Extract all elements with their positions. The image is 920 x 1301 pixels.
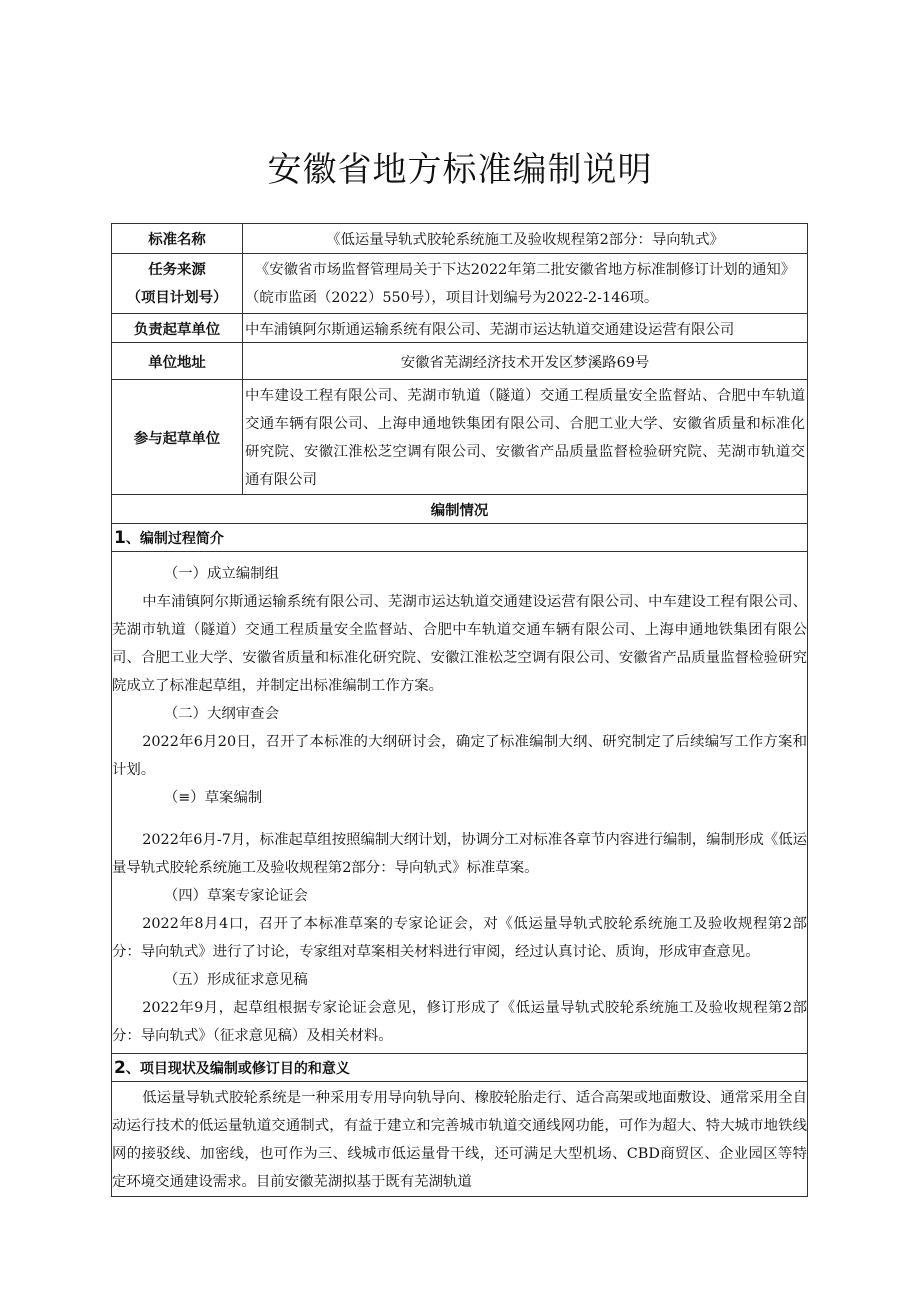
label-line: 任务来源 xyxy=(148,261,206,278)
s1-heading: （四）草案专家论证会 xyxy=(163,888,308,904)
label-participants: 参与起草单位 xyxy=(112,380,243,495)
s1-paragraph: 中车浦镇阿尔斯通运输系统有限公司、芜湖市运达轨道交通建设运营有限公司、中车建设工程有限公司、芜湖市轨道（隧道）交通工程质量安全监督站、合肥中车轨道交通车辆有限公司、上海申通地铁集团有限公司、合肥工业大学、安徽省质量和标准化研究院、安徽江淮松芝空调有限公司、安徽省产品质量监督检验研究院成立了标准起草组，并制定出标准编制工作方案。 xyxy=(112,594,807,694)
row-participants xyxy=(112,380,808,495)
row-s1-title xyxy=(112,524,808,552)
value-task-source xyxy=(243,254,808,314)
value-participants: 中车建设工程有限公司、芜湖市轨道（隧道）交通工程质量安全监督站、合肥中车轨道交通车辆有限公司、上海申通地铁集团有限公司、合肥工业大学、安徽省质量和标准化研究院、安徽江淮松芝空调有限公司、安徽省产品质量监督检验研究院、芜湖市轨道交通有限公司 xyxy=(243,380,808,495)
value-line: 《安徽省市场监督管理局关于下达2022年第二批安徽省地方标准制修订计划的通知》 xyxy=(254,261,796,278)
row-task-source xyxy=(112,254,808,314)
s1-paragraph: 2022年6月-7月，标准起草组按照编制大纲计划，协调分工对标准各章节内容进行编制，编制形成《低运量导轨式胶轮系统施工及验收规程第2部分：导向轨式》标准草案。 xyxy=(112,832,807,876)
label-line: （项目计划号） xyxy=(126,289,228,306)
row-address xyxy=(112,343,808,380)
s2-num: 2 xyxy=(114,1057,126,1078)
s2-paragraph: 低运量导轨式胶轮系统是一种采用专用导向轨导向、橡胶轮胎走行、适合高架或地面敷设、通常采用全自动运行技术的低运量轨道交通制式，有益于建立和完善城市轨道交通线网功能，可作为超大、特大城市地铁线网的接驳线、加密线，也可作为三、线城市低运量骨干线，还可满足大型机场、CBD商贸区、企业园区等特定环境交通建设需求。目前安徽芜湖拟基于既有芜湖轨道 xyxy=(112,1090,807,1190)
s2-body xyxy=(112,1082,808,1197)
label-standard-name: 标准名称 xyxy=(112,224,243,254)
s1-heading: （二）大纲审查会 xyxy=(163,706,279,722)
value-line: （皖市监函（2022）550号），项目计划编号为2022-2-146项。 xyxy=(245,289,659,306)
value-standard-name: 《低运量导轨式胶轮系统施工及验收规程第2部分：导向轨式》 xyxy=(243,224,808,254)
label-task-source xyxy=(112,254,243,314)
s2-title xyxy=(112,1054,808,1082)
row-s2-body xyxy=(112,1082,808,1197)
s2-title-text: 、项目现状及编制或修订目的和意义 xyxy=(125,1060,350,1077)
row-lead-drafter xyxy=(112,314,808,343)
section-header: 编制情况 xyxy=(112,495,808,524)
row-s1-body xyxy=(112,552,808,1054)
s1-paragraph: 2022年8月4口，召开了本标准草案的专家论证会，对《低运量导轨式胶轮系统施工及验收规程第2部分：导向轨式》进行了讨论，专家组对草案相关材料进行审阅，经过认真讨论、质询，形成审查意见。 xyxy=(112,916,807,960)
s1-heading: （≡）草案编制 xyxy=(163,790,263,806)
label-address: 单位地址 xyxy=(112,343,243,380)
s1-title xyxy=(112,524,808,552)
s1-paragraph: 2022年6月20日，召开了本标准的大纲研讨会，确定了标准编制大纲、研究制定了后续编写工作方案和计划。 xyxy=(112,734,807,778)
value-lead-drafter: 中车浦镇阿尔斯通运输系统有限公司、芜湖市运达轨道交通建设运营有限公司 xyxy=(243,314,808,343)
label-lead-drafter: 负责起草单位 xyxy=(112,314,243,343)
info-table xyxy=(111,223,808,1197)
s1-num: 1 xyxy=(114,527,126,548)
row-section-header xyxy=(112,495,808,524)
s1-body xyxy=(112,552,808,1054)
page-title: 安徽省地方标准编制说明 xyxy=(267,150,653,190)
s1-title-text: 、编制过程简介 xyxy=(125,530,224,547)
s1-heading: （一）成立编制组 xyxy=(163,566,279,582)
s1-heading: （五）形成征求意见稿 xyxy=(163,972,308,988)
row-standard-name xyxy=(112,224,808,254)
s1-paragraph: 2022年9月，起草组根据专家论证会意见，修订形成了《低运量导轨式胶轮系统施工及验收规程第2部分：导向轨式》（征求意见稿）及相关材料。 xyxy=(112,1000,807,1044)
value-address: 安徽省芜湖经济技术开发区梦溪路69号 xyxy=(243,343,808,380)
row-s2-title xyxy=(112,1054,808,1082)
